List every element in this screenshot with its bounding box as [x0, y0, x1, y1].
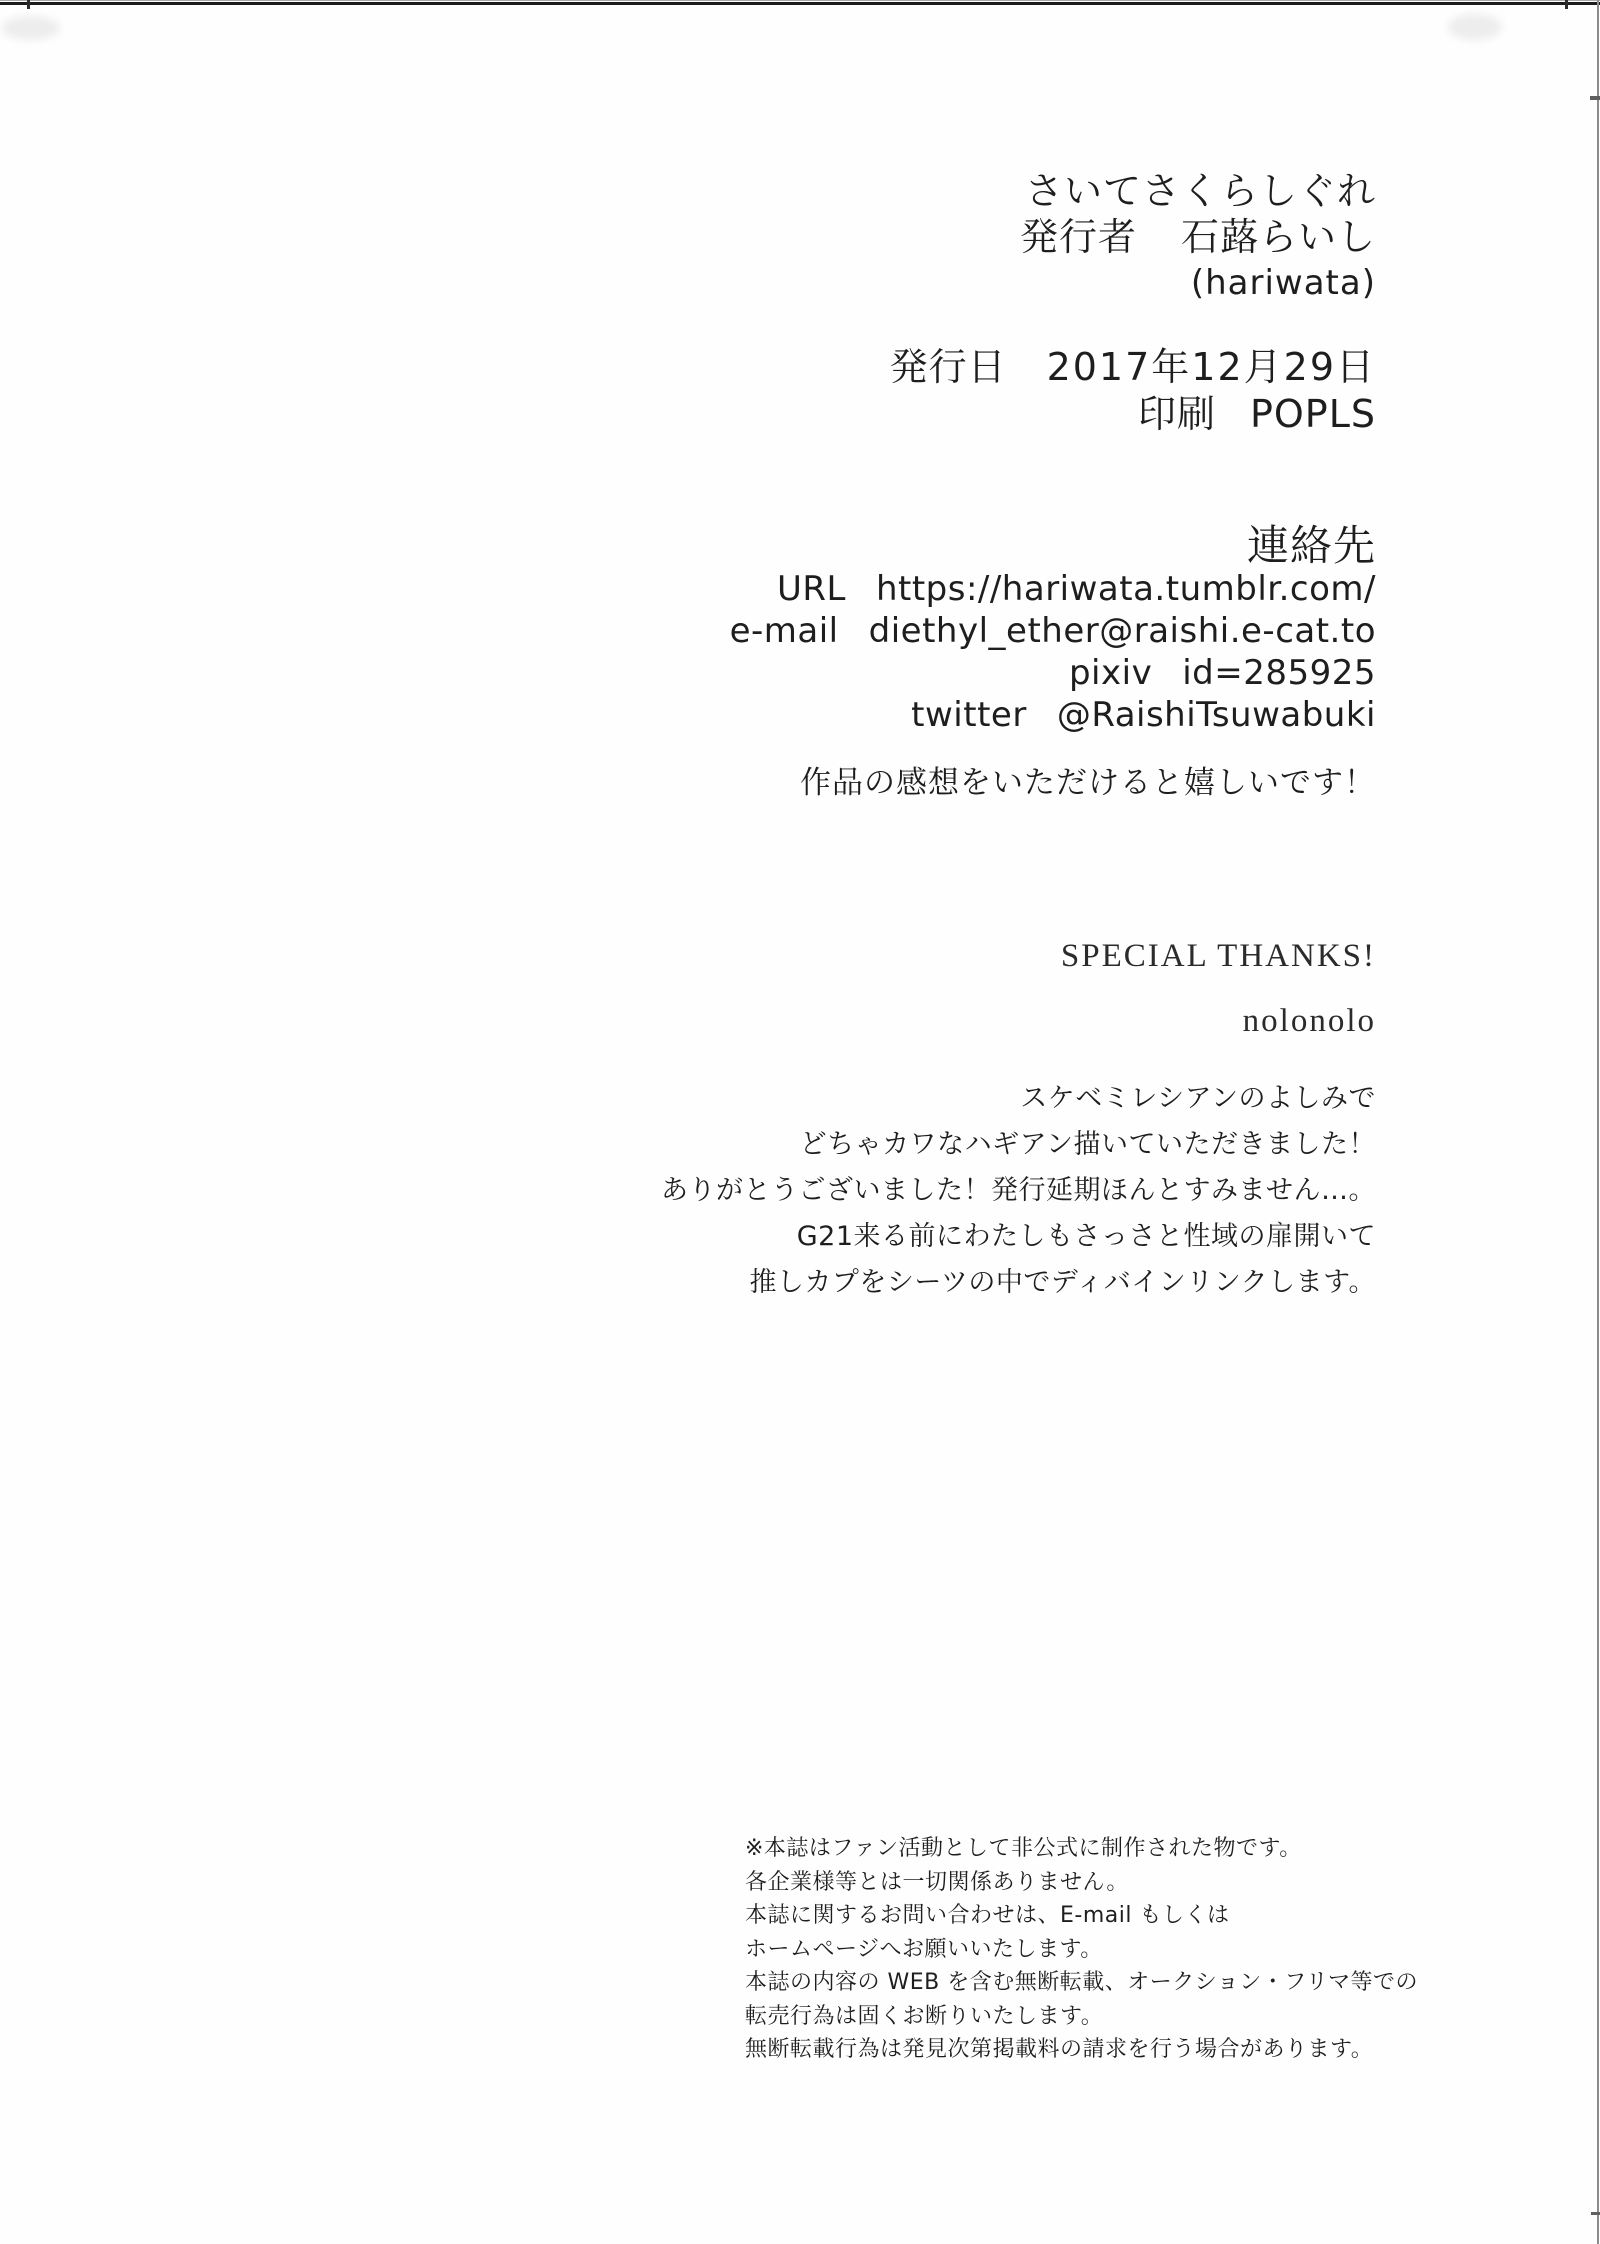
contact-heading: 連絡先	[1246, 521, 1376, 570]
disclaimer-line: 無断転載行為は発見次第掲載料の請求を行う場合があります。	[745, 2037, 1374, 2062]
circle-name-romaji: (hariwata)	[1190, 263, 1376, 303]
issue-date-label: 発行日	[889, 345, 1007, 389]
url-value: https://hariwata.tumblr.com/	[875, 569, 1376, 609]
issue-date-value: 2017年12月29日	[1046, 345, 1376, 389]
pixiv-value: id=285925	[1182, 653, 1376, 693]
contact-row-email	[730, 612, 1376, 651]
scan-right-border	[1597, 0, 1599, 2244]
disclaimer-line: 転売行為は固くお断りいたします。	[745, 2003, 1104, 2029]
disclaimer-line: 各企業様等とは一切関係ありません。	[745, 1869, 1129, 1895]
publisher-line	[1020, 216, 1376, 260]
issue-date-line	[890, 346, 1376, 390]
contact-row-url	[777, 570, 1376, 609]
twitter-value: @RaishiTsuwabuki	[1056, 695, 1376, 735]
scan-smudge-top-left	[2, 16, 60, 40]
printer-line	[1138, 393, 1376, 437]
scan-tick-top-right	[1565, 0, 1568, 9]
thanks-note-line: 推しカプをシーツの中でディバインリンクします。	[749, 1267, 1376, 1298]
thanks-note-line: ありがとうございました！発行延期ほんとすみません…。	[661, 1175, 1376, 1206]
thanks-note-line: スケベミレシアンのよしみで	[1020, 1083, 1376, 1114]
twitter-label: twitter	[911, 695, 1027, 735]
scan-dash-right-lower	[1591, 2212, 1600, 2215]
publisher-label: 発行者	[1019, 215, 1137, 259]
contact-row-twitter	[911, 696, 1376, 735]
doujin-title: さいてさくらしぐれ	[1024, 169, 1376, 213]
special-thanks-name: nolonolo	[1242, 1003, 1376, 1039]
printer-label: 印刷	[1137, 392, 1216, 436]
scan-smudge-top-right	[1448, 14, 1502, 40]
disclaimer-block	[745, 1832, 1418, 2067]
thanks-note-line: G21来る前にわたしもさっさと性域の扉開いて	[796, 1221, 1376, 1252]
disclaimer-line: 本誌の内容の WEB を含む無断転載、オークション・フリマ等での	[745, 1970, 1418, 1995]
disclaimer-line: ※本誌はファン活動として非公式に制作された物です。	[745, 1836, 1302, 1861]
scan-top-border	[0, 2, 1600, 5]
disclaimer-line: ホームページへお願いいたします。	[745, 1936, 1103, 1962]
contact-row-pixiv	[1069, 654, 1376, 693]
pixiv-label: pixiv	[1068, 653, 1153, 693]
email-value: diethyl_ether@raishi.e-cat.to	[868, 611, 1376, 651]
scan-top-hairline	[0, 0, 1600, 1]
feedback-message: 作品の感想をいただけると嬉しいです！	[800, 765, 1376, 801]
disclaimer-line: 本誌に関するお問い合わせは、E-mail もしくは	[745, 1903, 1230, 1928]
scan-tick-top-left	[27, 0, 30, 9]
url-label: URL	[776, 569, 846, 609]
printer-name: POPLS	[1249, 392, 1376, 436]
thanks-note-line: どちゃカワなハギアン描いていただきました！	[799, 1129, 1376, 1160]
email-label: e-mail	[729, 611, 839, 651]
scan-dash-right-upper	[1590, 96, 1600, 100]
publisher-name: 石蕗らいし	[1180, 215, 1376, 259]
special-thanks-heading: SPECIAL THANKS!	[1060, 938, 1376, 974]
